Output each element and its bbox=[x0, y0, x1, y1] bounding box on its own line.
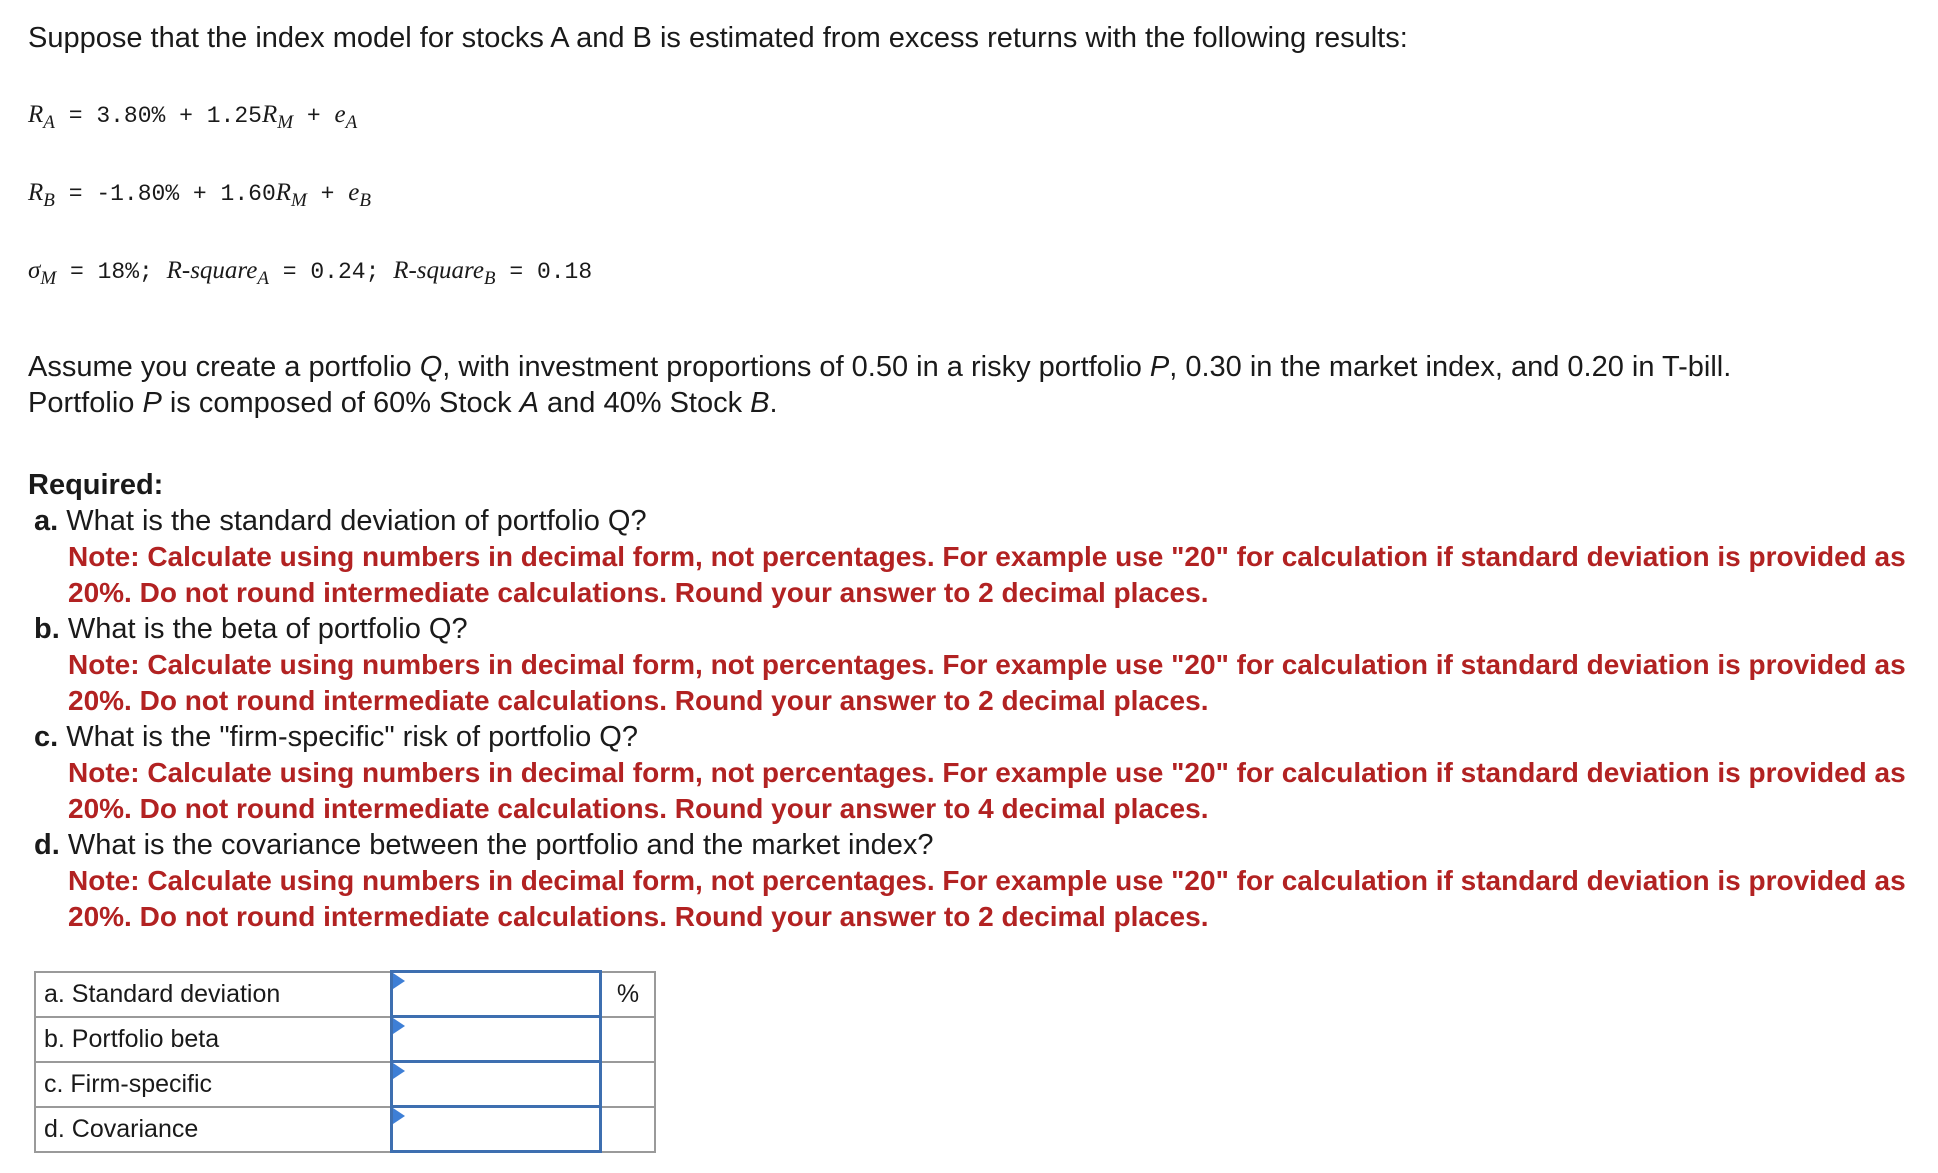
eq-b-equals: = bbox=[54, 181, 97, 207]
eq-b-err-sub: B bbox=[359, 190, 371, 211]
assume-a: A bbox=[519, 387, 539, 419]
answer-cell bbox=[392, 1107, 601, 1152]
assume-part5: is composed of 60% Stock bbox=[161, 387, 520, 419]
question-text: What is the standard deviation of portfolio Q? bbox=[58, 505, 647, 537]
assume-part2: , with investment proportions of 0.50 in a risky portfolio bbox=[442, 351, 1150, 383]
question-letter: a. bbox=[34, 505, 59, 537]
note-d: Note: Calculate using numbers in decimal form, not percentages. For example use "20" for calculation if standard deviation is provided as 20%. Do not round intermediate calculations. Round your answer to 2 decimal places. bbox=[68, 865, 1906, 932]
eq-b-rhs-start: -1.80% + 1.60 bbox=[96, 181, 276, 207]
unit-label: % bbox=[601, 972, 656, 1017]
input-marker-icon bbox=[393, 1063, 405, 1079]
sigma-sub: M bbox=[40, 268, 57, 289]
input-marker-icon bbox=[393, 1108, 405, 1124]
assume-part4: Portfolio bbox=[28, 387, 143, 419]
answer-label: c. Firm-specific bbox=[35, 1062, 392, 1107]
unit-label bbox=[601, 1107, 656, 1152]
eq-b-plus: + bbox=[306, 181, 349, 207]
answer-row-covariance bbox=[35, 1107, 655, 1152]
firm-specific-input[interactable] bbox=[393, 1064, 599, 1104]
assume-p: P bbox=[1149, 351, 1170, 383]
equation-stock-a bbox=[28, 100, 1918, 131]
answer-row-standard-deviation bbox=[35, 972, 655, 1017]
question-a bbox=[34, 503, 1918, 539]
note-b: Note: Calculate using numbers in decimal form, not percentages. For example use "20" for calculation if standard deviation is provided as 20%. Do not round intermediate calculations. Round your answer to 2 decimal places. bbox=[68, 649, 1906, 716]
assume-p2: P bbox=[142, 387, 162, 419]
assume-part6: and 40% Stock bbox=[538, 387, 751, 419]
question-letter: c. bbox=[34, 721, 59, 753]
question-c bbox=[34, 719, 1918, 755]
assume-part3: , 0.30 in the market index, and 0.20 in T-bill. bbox=[1169, 351, 1732, 383]
answer-cell bbox=[392, 1062, 601, 1107]
assume-q: Q bbox=[419, 351, 443, 383]
eq-a-rhs-start: 3.80% + 1.25 bbox=[96, 103, 262, 129]
answer-cell bbox=[392, 1017, 601, 1062]
required-title: Required: bbox=[28, 469, 164, 501]
r2a-sub: A bbox=[257, 268, 269, 289]
answer-label: d. Covariance bbox=[35, 1107, 392, 1152]
eq-b-rhs-var: R bbox=[275, 179, 292, 206]
equation-stock-b bbox=[28, 178, 1918, 209]
eq-a-rhs-var: R bbox=[261, 101, 278, 128]
covariance-input[interactable] bbox=[393, 1109, 599, 1149]
unit-label bbox=[601, 1017, 656, 1062]
input-marker-icon bbox=[393, 973, 405, 989]
eq-b-err-var: e bbox=[348, 179, 360, 206]
question-text: What is the beta of portfolio Q? bbox=[59, 613, 468, 645]
assume-part7: . bbox=[769, 387, 778, 419]
question-text: What is the covariance between the portfolio and the market index? bbox=[59, 829, 934, 861]
question-text: What is the "firm-specific" risk of portfolio Q? bbox=[58, 721, 638, 753]
assume-part1: Assume you create a portfolio bbox=[28, 351, 420, 383]
question-d bbox=[34, 827, 1918, 863]
eq-b-lhs-var: R bbox=[28, 179, 44, 206]
eq-a-lhs-sub: A bbox=[43, 112, 55, 133]
portfolio-beta-input[interactable] bbox=[393, 1019, 599, 1059]
sigma-equals: = bbox=[56, 259, 98, 285]
assumption-text bbox=[28, 349, 1918, 421]
answer-label: b. Portfolio beta bbox=[35, 1017, 392, 1062]
note-a: Note: Calculate using numbers in decimal form, not percentages. For example use "20" for calculation if standard deviation is provided as 20%. Do not round intermediate calculations. Round your answer to 2 decimal places. bbox=[68, 541, 1906, 608]
unit-label bbox=[601, 1062, 656, 1107]
problem-content bbox=[28, 14, 1918, 935]
sigma-value: 18%; bbox=[97, 259, 167, 285]
r2b-sub: B bbox=[483, 268, 496, 289]
question-letter: d. bbox=[34, 829, 60, 861]
answer-cell bbox=[392, 972, 601, 1017]
sigma-symbol: σ bbox=[28, 257, 41, 284]
eq-b-lhs-sub: B bbox=[43, 190, 55, 211]
r2b-label: R-square bbox=[393, 257, 484, 284]
r2a-label: R-square bbox=[166, 257, 258, 284]
eq-a-rhs-sub: M bbox=[277, 112, 294, 133]
eq-a-lhs-var: R bbox=[28, 101, 44, 128]
answer-row-portfolio-beta bbox=[35, 1017, 655, 1062]
equation-market-stats bbox=[28, 256, 1918, 287]
eq-a-equals: = bbox=[54, 103, 97, 129]
eq-a-err-var: e bbox=[334, 101, 346, 128]
question-letter: b. bbox=[34, 613, 60, 645]
eq-a-err-sub: A bbox=[345, 112, 358, 133]
r2a-value: = 0.24; bbox=[268, 259, 394, 285]
note-c: Note: Calculate using numbers in decimal form, not percentages. For example use "20" for calculation if standard deviation is provided as 20%. Do not round intermediate calculations. Round your answer to 4 decimal places. bbox=[68, 757, 1906, 824]
answer-row-firm-specific bbox=[35, 1062, 655, 1107]
eq-b-rhs-sub: M bbox=[291, 190, 307, 211]
eq-a-plus: + bbox=[293, 103, 335, 129]
r2b-value: = 0.18 bbox=[495, 259, 593, 285]
standard-deviation-input[interactable] bbox=[393, 974, 599, 1014]
answer-label: a. Standard deviation bbox=[35, 972, 392, 1017]
answer-table bbox=[34, 970, 656, 1153]
intro-text: Suppose that the index model for stocks A and B is estimated from excess returns with the following results: bbox=[28, 22, 1408, 54]
input-marker-icon bbox=[393, 1018, 405, 1034]
assume-b: B bbox=[750, 387, 770, 419]
question-b bbox=[34, 611, 1918, 647]
